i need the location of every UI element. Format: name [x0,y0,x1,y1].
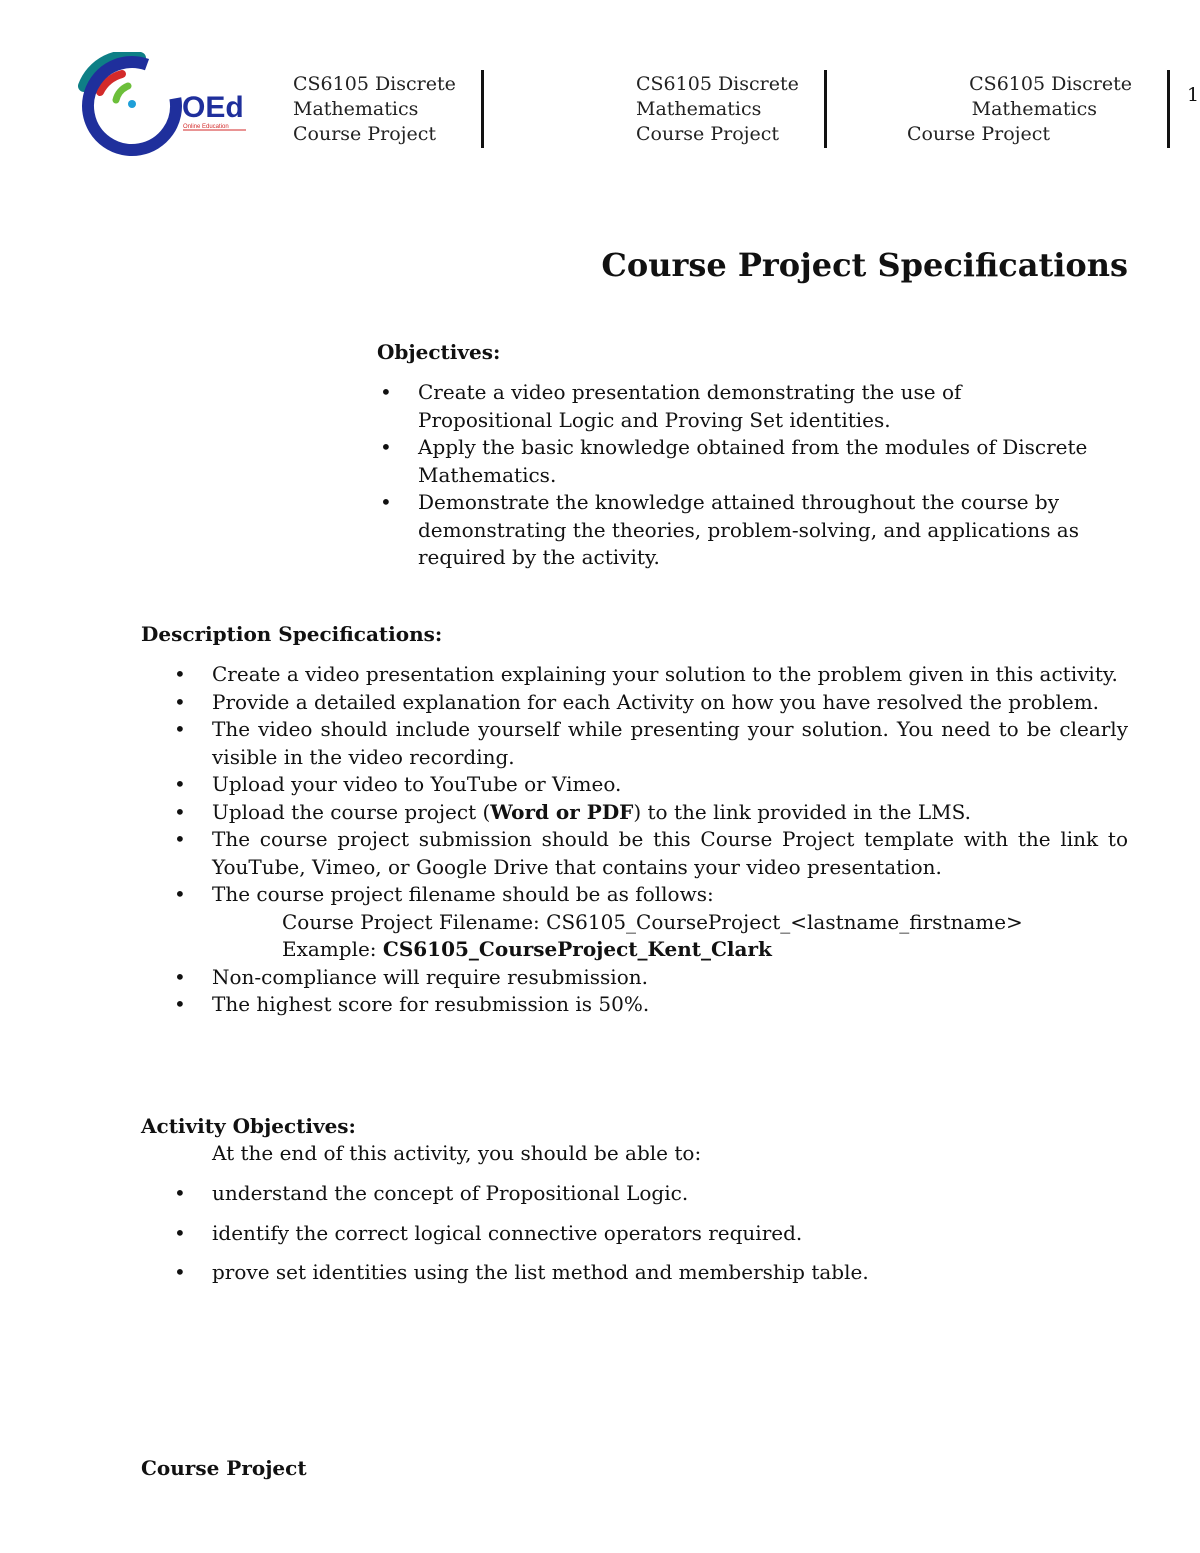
list-item: • understand the concept of Propositional Logic. [212,1180,1128,1208]
filename-format: Course Project Filename: CS6105_CourseProject_<lastname_firstname> [282,909,1023,934]
header-column-3 [907,72,1132,147]
header-divider [481,70,484,148]
oed-logo-icon [78,52,250,160]
objectives-heading: Objectives: [377,340,501,364]
list-item: • Create a video presentation explaining your solution to the problem given in this activity. [212,661,1128,689]
list-item-text: The course project filename should be as follows: [212,882,714,906]
header-course-code: CS6105 Discrete [293,73,456,95]
logo-tagline: Online Education [183,124,229,130]
header-course-name: Mathematics [971,98,1097,120]
list-item: • The highest score for resubmission is 50%. [212,991,1128,1019]
list-item: • prove set identities using the list method and membership table. [212,1259,1128,1287]
filename-example [212,936,1128,964]
objectives-list [418,379,1098,572]
header-doc-type: Course Project [293,123,437,145]
list-item [212,799,1128,827]
oed-logo [78,52,250,160]
header-divider [1167,70,1170,148]
header-course-code: CS6105 Discrete [636,73,799,95]
description-heading: Description Specifications: [141,622,443,646]
footer-label: Course Project [141,1456,307,1480]
list-item [212,881,1128,964]
header-divider [824,70,827,148]
list-item: • The course project submission should be this Course Project template with the link to YouTube, Vimeo, or Google Drive that contains your video presentation. [212,826,1128,881]
header-doc-type: Course Project [636,123,780,145]
page-number: 1 [1187,84,1200,106]
list-item-text: Upload the course project ( [212,799,491,824]
example-value: CS6105_CourseProject_Kent_Clark [382,937,772,961]
example-label: Example: [282,937,383,961]
list-item: • Demonstrate the knowledge attained throughout the course by demonstrating the theories, problem-solving, and applications as required by the activity. [418,489,1098,572]
list-item: • Non-compliance will require resubmission. [212,964,1128,992]
page-title: Course Project Specifications [601,246,1128,284]
list-item: • Apply the basic knowledge obtained from the modules of Discrete Mathematics. [418,434,1098,489]
header-column-2 [636,72,799,147]
header-column-1 [293,72,456,147]
activity-intro: At the end of this activity, you should be able to: [212,1141,702,1165]
activity-objectives-heading: Activity Objectives: [141,1114,356,1138]
header-course-name: Mathematics [293,98,419,120]
logo-text: OEd [182,91,244,124]
header-course-name: Mathematics [636,98,762,120]
description-list [212,661,1128,1019]
header-course-code: CS6105 Discrete [969,73,1132,95]
list-item: • identify the correct logical connective operators required. [212,1220,1128,1248]
list-item: • The video should include yourself while presenting your solution. You need to be clearly visible in the video recording. [212,716,1128,771]
list-item: • Upload your video to YouTube or Vimeo. [212,771,1128,799]
list-item-text: ) to the link provided in the LMS. [633,799,971,824]
header-doc-type: Course Project [907,123,1051,145]
activity-objectives-list [212,1180,1128,1287]
list-item: • Provide a detailed explanation for each Activity on how you have resolved the problem. [212,689,1128,717]
format-emphasis: Word or PDF [490,799,634,824]
list-item: • Create a video presentation demonstrating the use of Propositional Logic and Proving Set identities. [418,379,1098,434]
